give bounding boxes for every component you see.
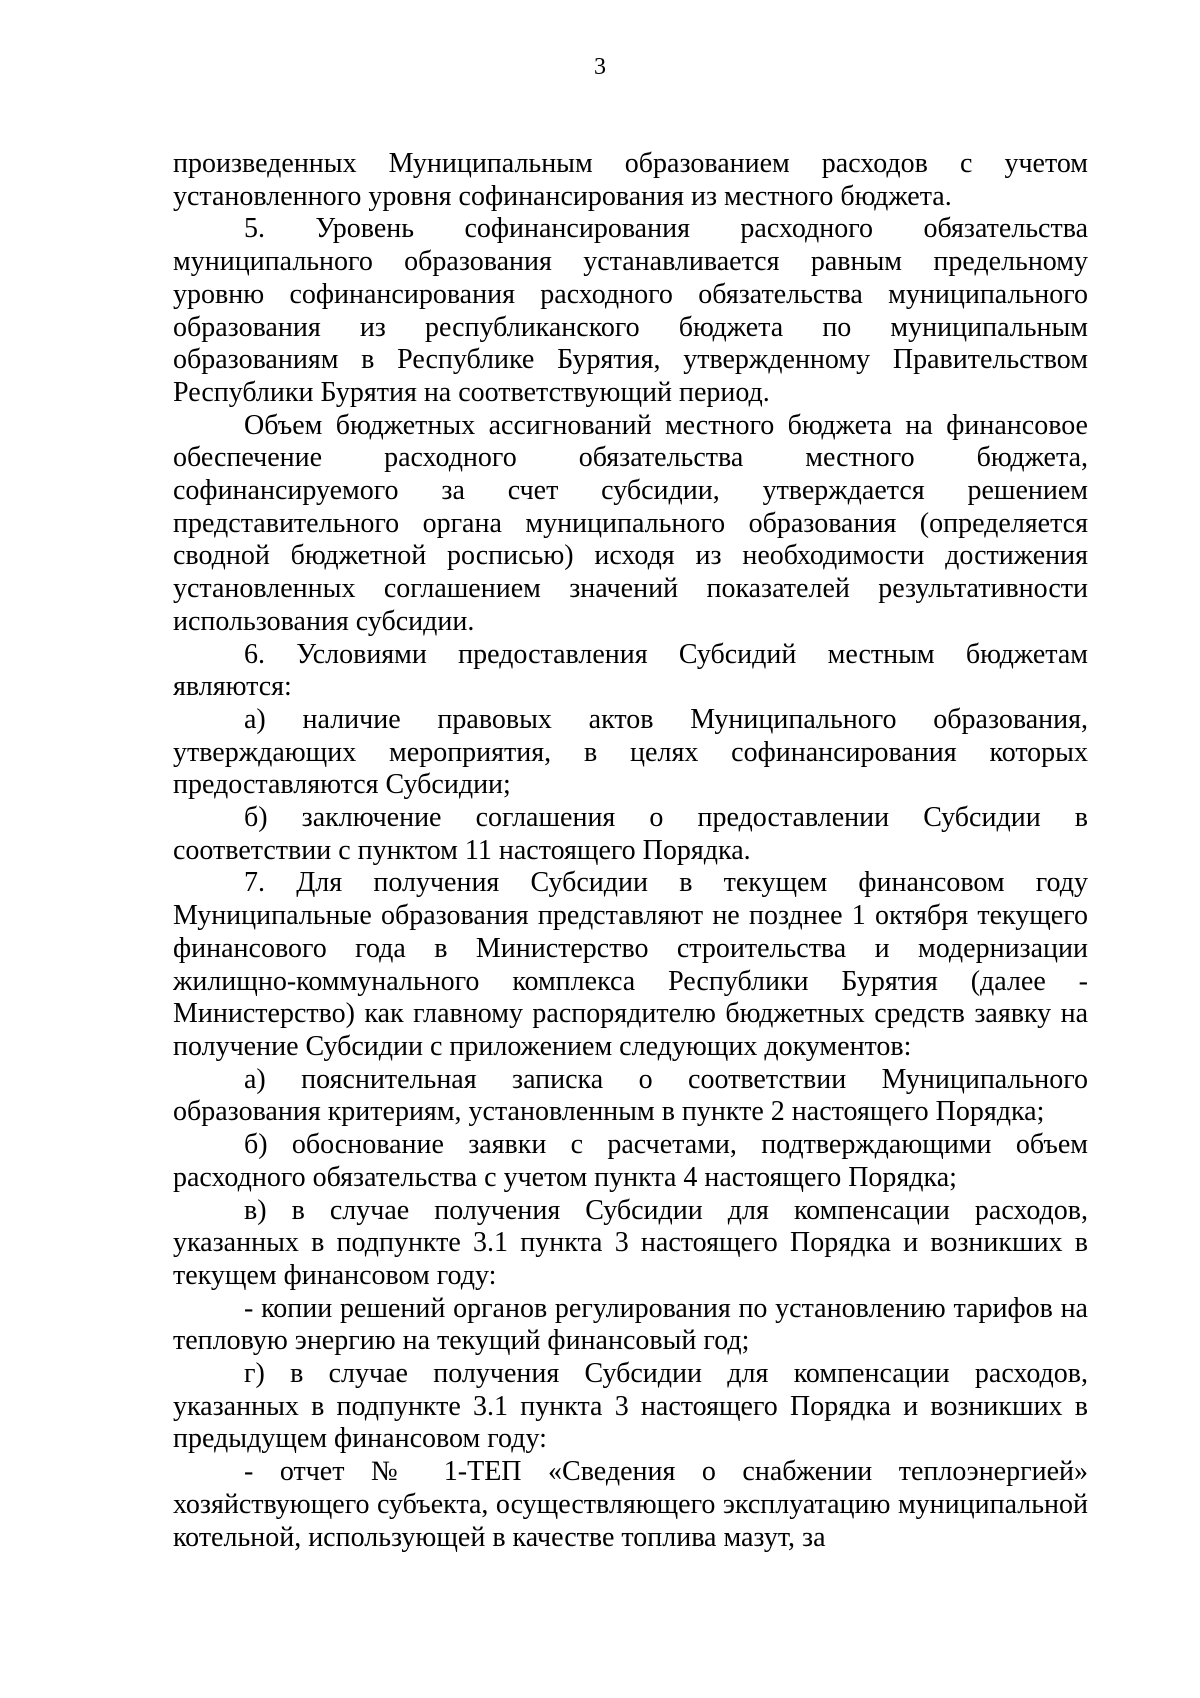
paragraph: б) заключение соглашения о предоставлении Субсидии в соответствии с пунктом 11 настоящего Порядка. bbox=[173, 802, 1088, 866]
paragraph: 6. Условиями предоставления Субсидий местным бюджетам являются: bbox=[173, 638, 1088, 703]
paragraph: произведенных Муниципальным образованием расходов с учетом установленного уровня софинансирования из местного бюджета. bbox=[173, 148, 1088, 212]
paragraph: г) в случае получения Субсидии для компенсации расходов, указанных в подпункте 3.1 пункта 3 настоящего Порядка и возникших в предыдущем финансовом году: bbox=[173, 1358, 1088, 1455]
paragraph: б) обоснование заявки с расчетами, подтверждающими объем расходного обязательства с учетом пункта 4 настоящего Порядка; bbox=[173, 1129, 1088, 1193]
paragraph: - копии решений органов регулирования по установлению тарифов на тепловую энергию на текущий финансовый год; bbox=[173, 1292, 1088, 1357]
document-body bbox=[173, 148, 1088, 1554]
paragraph: а) наличие правовых актов Муниципального образования, утверждающих мероприятия, в целях софинансирования которых предоставляются Субсидии; bbox=[173, 703, 1088, 801]
paragraph: - отчет № 1-ТЕП «Сведения о снабжении теплоэнергией» хозяйствующего субъекта, осуществляющего эксплуатацию муниципальной котельной, использующей в качестве топлива мазут, за bbox=[173, 1456, 1088, 1553]
paragraph: Объем бюджетных ассигнований местного бюджета на финансовое обеспечение расходного обязательства местного бюджета, софинансируемого за счет субсидии, утверждается решением представительного органа муниципального образования (определяется сводной бюджетной росписью) исходя из необходимости достижения установленных соглашением значений показателей результативности использования субсидии. bbox=[173, 409, 1088, 637]
paragraph: в) в случае получения Субсидии для компенсации расходов, указанных в подпункте 3.1 пункта 3 настоящего Порядка и возникших в текущем финансовом году: bbox=[173, 1194, 1088, 1291]
paragraph: 7. Для получения Субсидии в текущем финансовом году Муниципальные образования представляют не позднее 1 октября текущего финансового года в Министерство строительства и модернизации жилищно-коммунального комплекса Республики Бурятия (далее - Министерство) как главному распорядителю бюджетных средств заявку на получение Субсидии с приложением следующих документов: bbox=[173, 867, 1088, 1062]
paragraph: 5. Уровень софинансирования расходного обязательства муниципального образования устанавливается равным предельному уровню софинансирования расходного обязательства муниципального образования из республиканского бюджета по муниципальным образованиям в Республике Бурятия, утвержденному Правительством Республики Бурятия на соответствующий период. bbox=[173, 213, 1088, 408]
paragraph: а) пояснительная записка о соответствии Муниципального образования критериям, установленным в пункте 2 настоящего Порядка; bbox=[173, 1063, 1088, 1128]
page-number: 3 bbox=[594, 54, 606, 80]
